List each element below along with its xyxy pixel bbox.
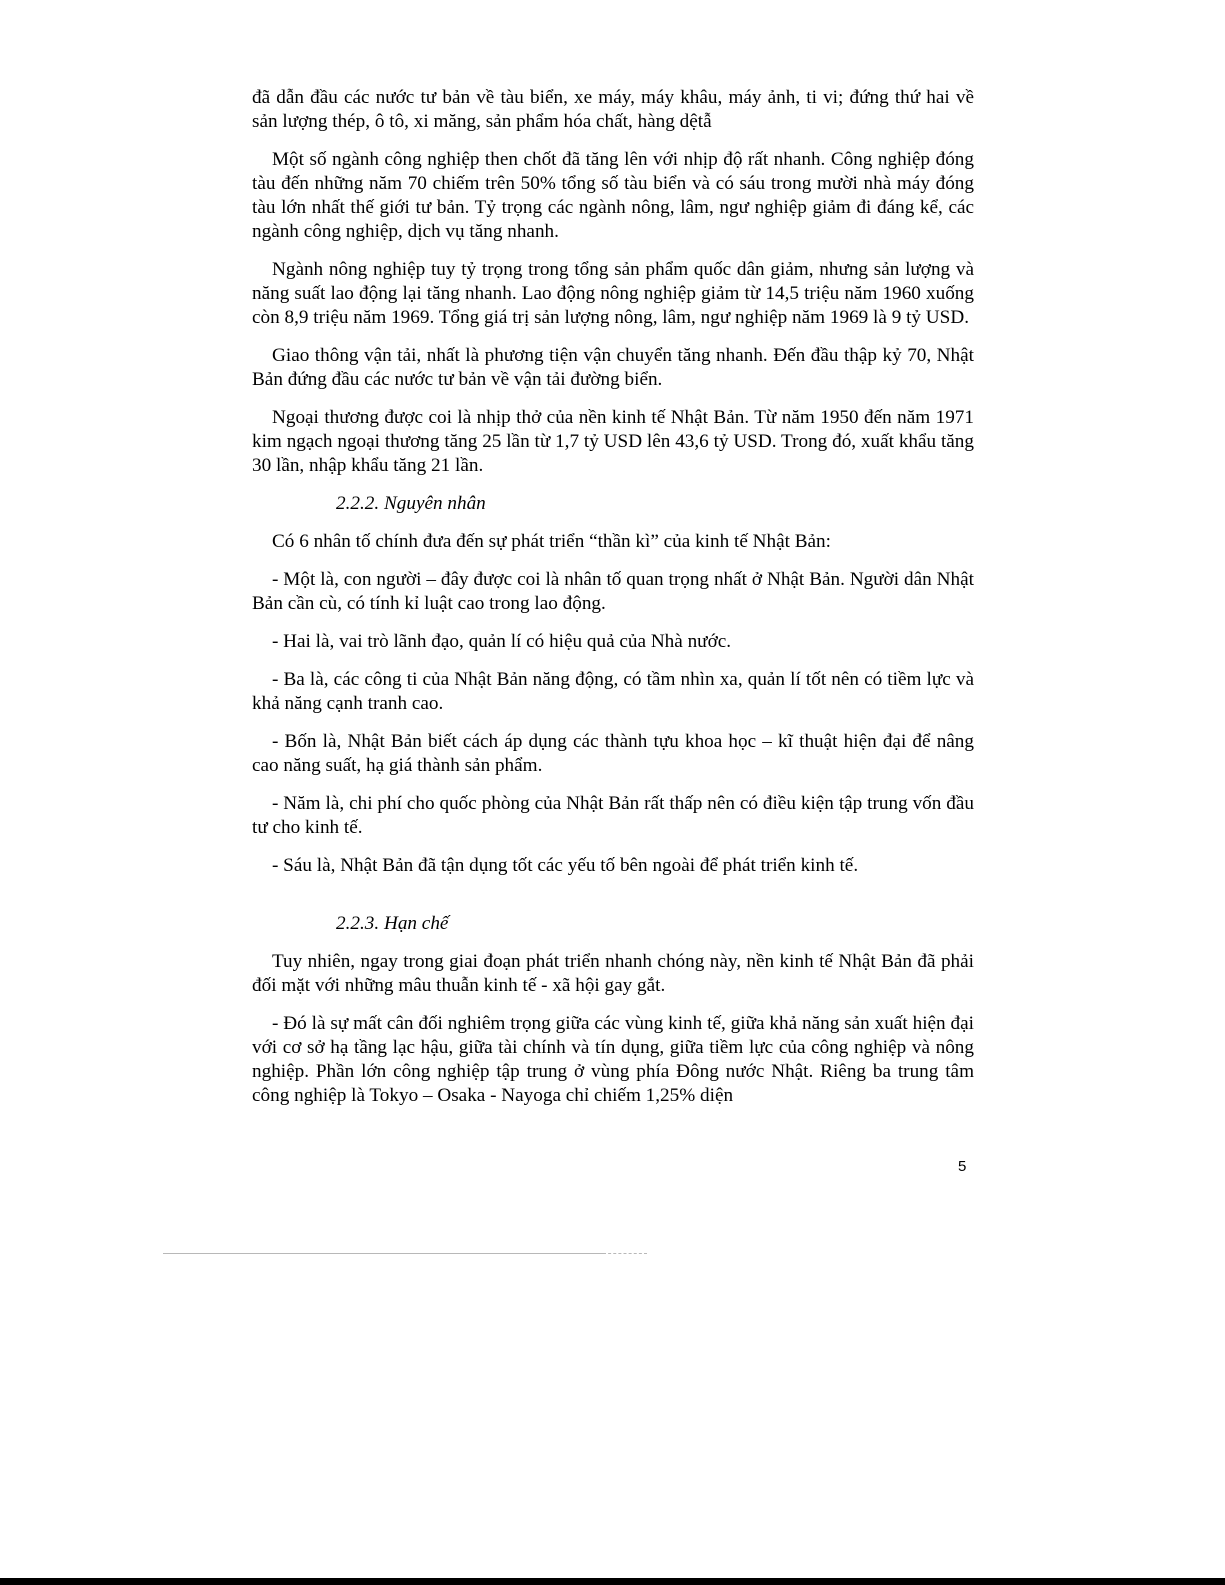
- section-heading-limitations: 2.2.3. Hạn chế: [336, 913, 449, 934]
- list-item-cause-1: - Một là, con người – đây được coi là nhân tố quan trọng nhất ở Nhật Bản. Người dân Nhật Bản cần cù, có tính kỉ luật cao trong lao động.: [252, 569, 974, 614]
- list-item-cause-6: - Sáu là, Nhật Bản đã tận dụng tốt các yếu tố bên ngoài để phát triển kinh tế.: [272, 855, 859, 876]
- list-item-cause-4: - Bốn là, Nhật Bản biết cách áp dụng các thành tựu khoa học – kĩ thuật hiện đại để nâng cao năng suất, hạ giá thành sản phẩm.: [252, 731, 974, 776]
- footer-divider: [163, 1253, 603, 1254]
- paragraph-transport: Giao thông vận tải, nhất là phương tiện vận chuyển tăng nhanh. Đến đầu thập kỷ 70, Nhật Bản đứng đầu các nước tư bản về vận tải đường biển.: [252, 345, 974, 390]
- paragraph-foreign-trade: Ngoại thương được coi là nhịp thở của nền kinh tế Nhật Bản. Từ năm 1950 đến năm 1971 kim ngạch ngoại thương tăng 25 lần từ 1,7 tỷ USD lên 43,6 tỷ USD. Trong đó, xuất khẩu tăng 30 lần, nhập khẩu tăng 21 lần.: [252, 407, 974, 476]
- paragraph-imbalance: - Đó là sự mất cân đối nghiêm trọng giữa các vùng kinh tế, giữa khả năng sản xuất hiện đại với cơ sở hạ tầng lạc hậu, giữa tài chính và tín dụng, giữa tiềm lực của công nghiệp và nông nghiệp. Phần lớn công nghiệp tập trung ở vùng phía Đông nước Nhật. Riêng ba trung tâm công nghiệp là Tokyo – Osaka - Nayoga chỉ chiếm 1,25% diện: [252, 1013, 974, 1106]
- document-body: [252, 86, 974, 1122]
- paragraph-causes-intro: Có 6 nhân tố chính đưa đến sự phát triển “thần kì” của kinh tế Nhật Bản:: [272, 531, 831, 552]
- list-item-cause-2: - Hai là, vai trò lãnh đạo, quản lí có hiệu quả của Nhà nước.: [272, 631, 732, 652]
- section-heading-causes: 2.2.2. Nguyên nhân: [336, 493, 486, 514]
- paragraph-key-industries: Một số ngành công nghiệp then chốt đã tăng lên với nhịp độ rất nhanh. Công nghiệp đóng tàu đến những năm 70 chiếm trên 50% tổng số tàu biển và có sáu trong mười nhà máy đóng tàu lớn nhất thế giới tư bản. Tỷ trọng các ngành nông, lâm, ngư nghiệp giảm đi đáng kể, các ngành công nghiệp, dịch vụ tăng nhanh.: [252, 149, 974, 242]
- page-number: 5: [958, 1158, 967, 1175]
- paragraph-agriculture: Ngành nông nghiệp tuy tỷ trọng trong tổng sản phẩm quốc dân giảm, nhưng sản lượng và năng suất lao động lại tăng nhanh. Lao động nông nghiệp giảm từ 14,5 triệu năm 1960 xuống còn 8,9 triệu năm 1969. Tổng giá trị sản lượng nông, lâm, ngư nghiệp năm 1969 là 9 tỷ USD.: [252, 259, 974, 328]
- bottom-edge-bar: [0, 1578, 1225, 1585]
- list-item-cause-5: - Năm là, chi phí cho quốc phòng của Nhật Bản rất thấp nên có điều kiện tập trung vốn đầu tư cho kinh tế.: [252, 793, 974, 838]
- list-item-cause-3: - Ba là, các công ti của Nhật Bản năng động, có tầm nhìn xa, quản lí tốt nên có tiềm lực và khả năng cạnh tranh cao.: [252, 669, 974, 714]
- paragraph-industry-lead: đã dẫn đầu các nước tư bản về tàu biển, xe máy, máy khâu, máy ảnh, ti vi; đứng thứ hai về sản lượng thép, ô tô, xi măng, sản phẩm hóa chất, hàng dệtẫ: [252, 87, 974, 132]
- footer-divider-dashed: [603, 1253, 647, 1254]
- paragraph-limitations-intro: Tuy nhiên, ngay trong giai đoạn phát triển nhanh chóng này, nền kinh tế Nhật Bản đã phải đối mặt với những mâu thuẫn kinh tế - xã hội gay gắt.: [252, 951, 974, 996]
